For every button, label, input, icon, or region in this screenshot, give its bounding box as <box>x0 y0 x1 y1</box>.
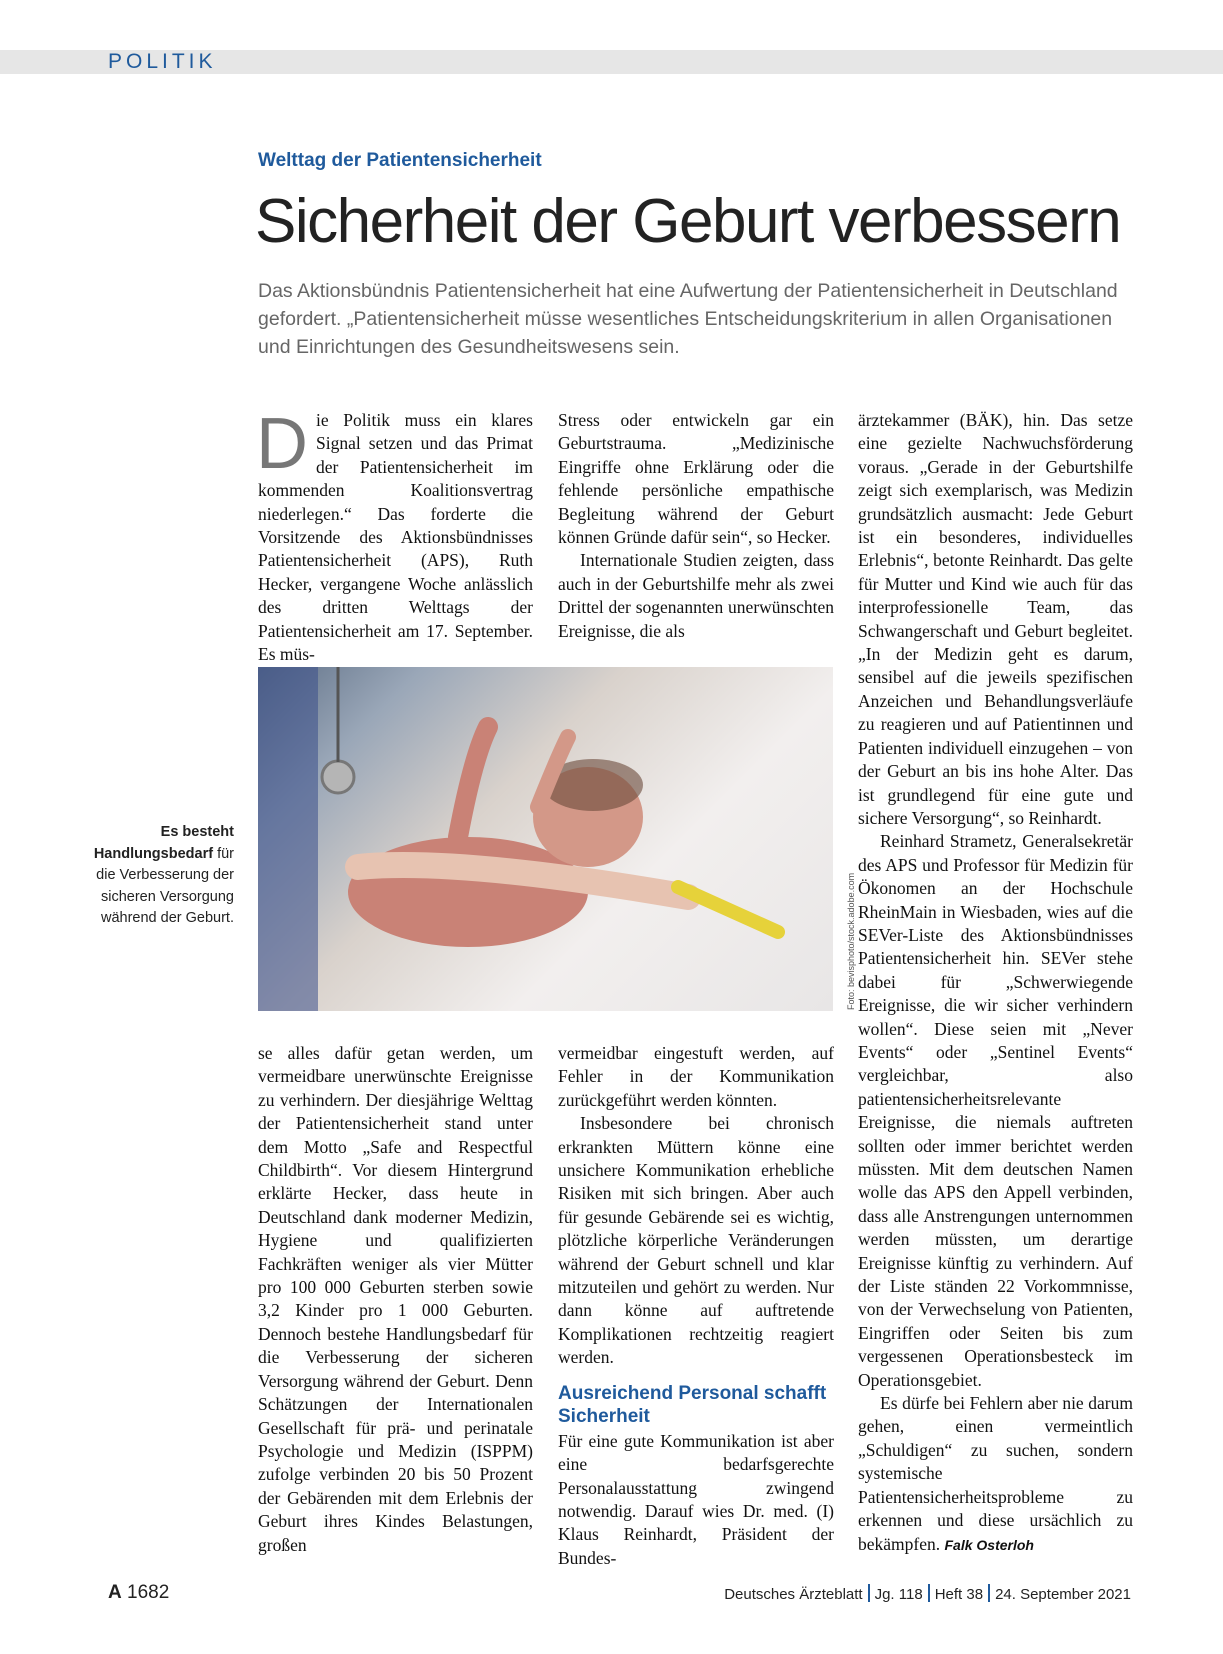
drop-cap: D <box>256 404 308 484</box>
paragraph: Insbesondere bei chronisch erkrankten Müttern könne eine unsichere Kommunikation erhebliche Risiken mit sich bringen. Aber auch für gesunde Gebärende sei es wichtig, plötzliche körperliche Veränderungen während der Geburt schnell und klar mitzuteilen und gehört zu werden. Nur dann könne auf auftretende Komplikationen rechtzeitig reagiert werden. <box>558 1113 834 1368</box>
lead-line: und Einrichtungen des Gesundheitswesens sein. <box>258 336 680 358</box>
separator <box>928 1584 930 1602</box>
separator <box>988 1584 990 1602</box>
article-lead <box>258 277 1138 361</box>
newborn-photo <box>258 667 833 1011</box>
paragraph: ärztekammer (BÄK), hin. Das setze eine gezielte Nachwuchsförderung voraus. „Gerade in der Geburtshilfe zeigt sich exemplarisch, was Medizin grundsätzlich ausmacht: Jede Geburt ist ein besonderes, individuelles Erlebnis“, betonte Reinhardt. Das gelte für Mutter und Kind wie auch für das interprofessionelle Team, das Schwangerschaft und Geburt begleitet. „In der Medizin geht es darum, sensibel auf die jeweils spezifischen Anzeichen und Behandlungsverläufe zu reagieren und auf Patientinnen und Patienten individuell einzugehen – von der Geburt an bis ins hohe Alter. Das ist grundlegend für eine gute und sichere Versorgung“, so Reinhardt. <box>858 410 1133 828</box>
section-label: POLITIK <box>108 50 217 73</box>
caption-bold: Es besteht Handlungsbedarf <box>93 824 234 862</box>
paragraph: Reinhard Strametz, Generalsekretär des APS und Professor für Medizin für Ökonomen an der Hochschule RheinMain in Wiesbaden, wies auf die SEVer-Liste des Aktionsbündnisses Patientensicherheit hin. SEVer stehe dabei für „Schwerwiegende Ereignisse, die wir sicher verhindern wollen“. Diese seien mit „Never Events“ oder „Sentinel Events“ vergleichbar, also patientensicherheitsrelevante Ereignisse, die niemals auftreten sollten oder immer berichtet werden müssten. Mit dem deutschen Namen wolle das APS den Appell verbinden, dass alle Anstrengungen unternommen werden müssten, um derartige Ereignisse künftig zu verhindern. Auf der Liste ständen 22 Vorkommnisse, von der Verwechselung von Patienten, Eingriffen oder Seiten bis zum vergessenen Operationsbesteck im Operationsgebiet. <box>858 831 1133 1390</box>
photo-caption <box>80 822 234 930</box>
separator <box>868 1584 870 1602</box>
article-title: Sicherheit der Geburt verbessern <box>255 187 1121 256</box>
journal-date: 24. September 2021 <box>995 1586 1131 1603</box>
journal-info <box>724 1584 1131 1603</box>
article-kicker: Welttag der Patientensicherheit <box>258 150 542 171</box>
paragraph: Stress oder entwickeln gar ein Geburtstrauma. „Medizinische Eingriffe ohne Erklärung oder die fehlende persönliche empathische Begleitung während der Geburt können Gründe dafür sein“, so Hecker. <box>558 410 834 548</box>
page-prefix: A <box>108 1582 122 1603</box>
lead-line: gefordert. „Patientensicherheit müsse wesentliches Entscheidungskriterium in allen Organisationen <box>258 308 1113 330</box>
column-2-top <box>558 409 834 643</box>
caption-text: für die Verbesserung der sicheren Versorgung während der Geburt. <box>96 845 234 926</box>
author-byline: Falk Osterloh <box>944 1536 1034 1553</box>
paragraph: se alles dafür getan werden, um vermeidbare unerwünschte Ereignisse zu verhindern. Der diesjährige Welttag der Patientensicherheit stand unter dem Motto „Safe and Respectful Childbirth“. Vor diesem Hintergrund erklärte Hecker, dass heute in Deutschland dank moderner Medizin, Hygiene und qualifizierten Fachkräften weniger als vier Mütter pro 100 000 Geburten sterben sowie 3,2 Kinder pro 1 000 Geburten. Dennoch bestehe Handlungsbedarf für die Verbesserung der sicheren Versorgung während der Geburt. Denn Schätzungen der Internationalen Gesellschaft für prä- und perinatale Psychologie und Medizin (ISPPM) zufolge verbinden 20 bis 50 Prozent der Gebärenden mit dem Erlebnis der Geburt ihres Kindes Belastungen, großen <box>258 1043 533 1555</box>
paragraph: vermeidbar eingestuft werden, auf Fehler in der Kommunikation zurückgeführt werden könnten. <box>558 1043 834 1110</box>
paragraph: Internationale Studien zeigten, dass auch in der Geburtshilfe mehr als zwei Drittel der sogenannten unerwünschten Ereignisse, die als <box>558 550 834 641</box>
column-1-bottom <box>258 1042 533 1557</box>
newborn-illustration <box>258 667 833 1011</box>
paragraph-text: Es dürfe bei Fehlern aber nie darum gehen, einen vermeintlich „Schuldigen“ zu suchen, sondern systemische Patientensicherheitsprobleme zu erkennen und diese ursächlich zu bekämpfen. <box>858 1393 1133 1554</box>
page-number-value: 1682 <box>127 1582 170 1603</box>
paragraph <box>858 1392 1133 1557</box>
lead-line: Das Aktionsbündnis Patientensicherheit hat eine Aufwertung der Patientensicherheit in Deutschland <box>258 280 1118 302</box>
body-text: ie Politik muss ein klares Signal setzen und das Primat der Patientensicherheit im kommenden Koalitionsvertrag niederlegen.“ Das forderte die Vorsitzende des Aktionsbündnisses Patientensicherheit (APS), Ruth Hecker, vergangene Woche anlässlich des dritten Welttags der Patientensicherheit am 17. September. Es müs- <box>258 410 533 665</box>
column-1-top <box>256 404 533 666</box>
photo-credit: Foto: bevisphoto/stock.adobe.com <box>846 872 856 1010</box>
column-3 <box>858 409 1133 1557</box>
column-2-bottom <box>558 1042 834 1570</box>
paragraph: Für eine gute Kommunikation ist aber eine bedarfsgerechte Personalausstattung zwingend notwendig. Darauf wies Dr. med. (I) Klaus Reinhardt, Präsident der Bundes- <box>558 1430 834 1568</box>
journal-issue: Heft 38 <box>934 1586 984 1603</box>
journal-volume: Jg. 118 <box>874 1586 923 1603</box>
journal-name: Deutsches Ärzteblatt <box>724 1586 863 1603</box>
page-number <box>108 1582 169 1604</box>
subheading: Ausreichend Personal schafft Sicherheit <box>558 1382 827 1427</box>
